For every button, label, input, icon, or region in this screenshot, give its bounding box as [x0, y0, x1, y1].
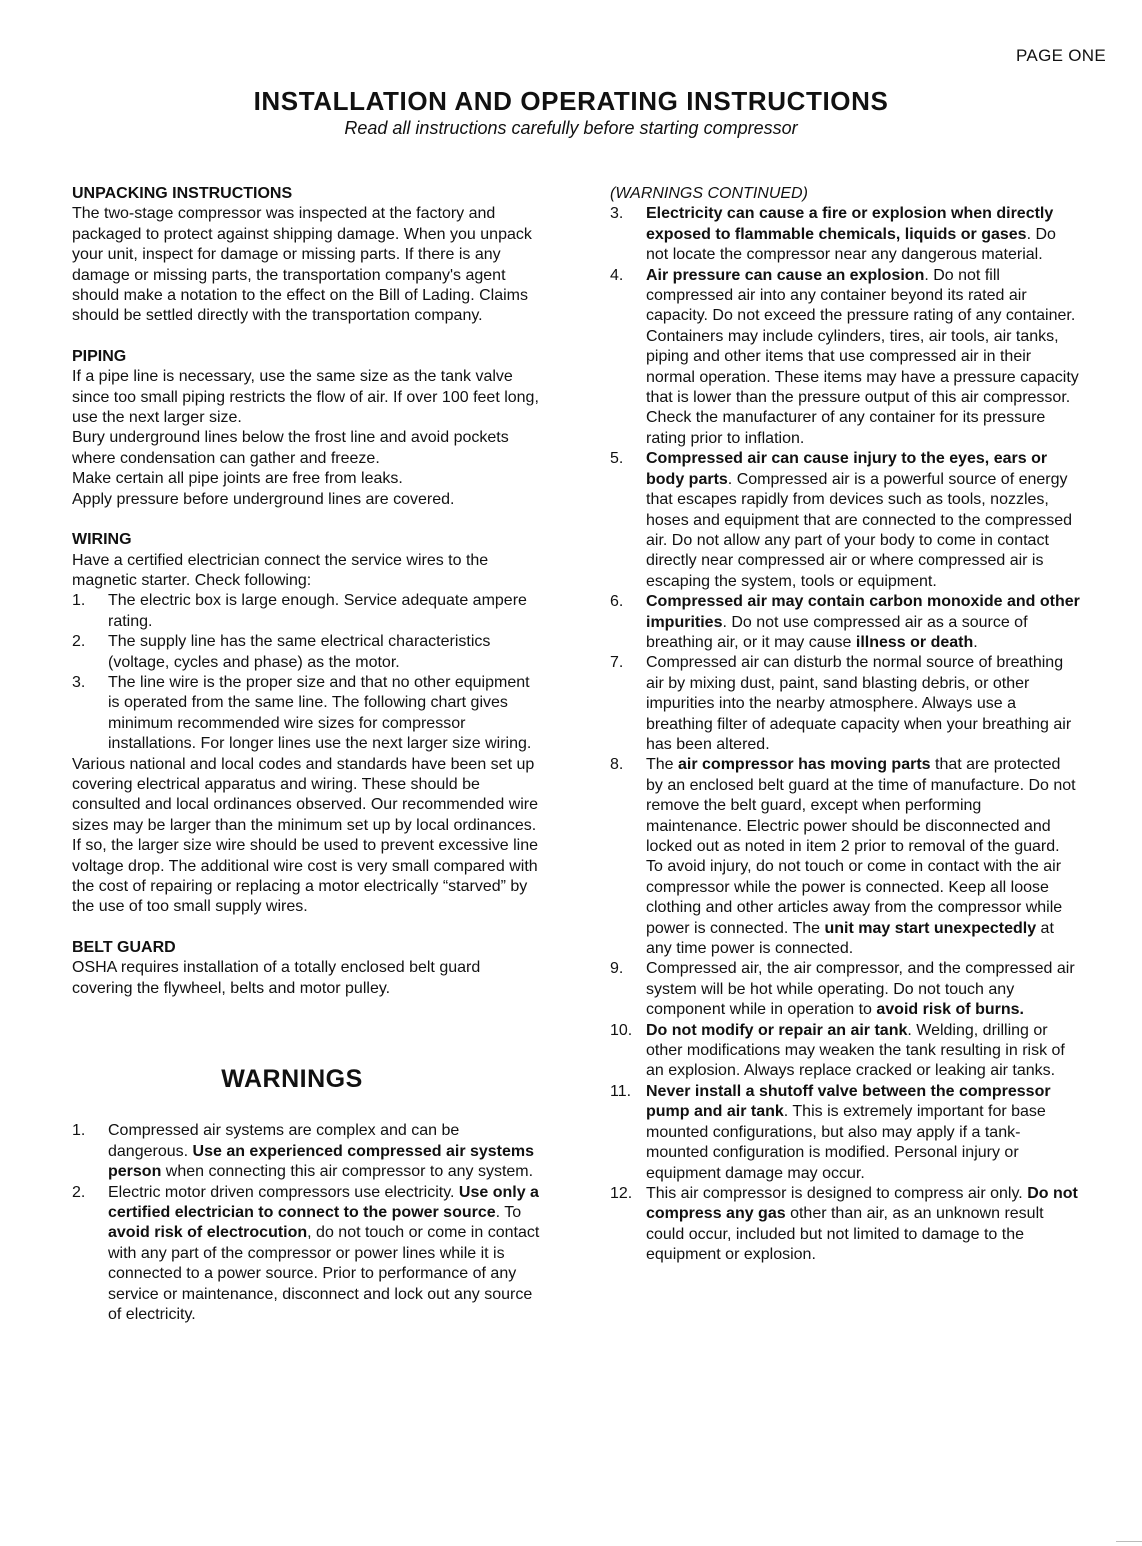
warning-text: . Do not use compressed air as a source of breathing air, or it may cause: [646, 613, 1028, 651]
list-item: [72, 591, 542, 632]
item-number: 1.: [72, 592, 86, 610]
warning-text: Compressed air systems are complex and can be dangerous.: [108, 1122, 460, 1160]
piping-line: Bury underground lines below the frost line and avoid pockets where condensation can gather and freeze.: [72, 429, 509, 467]
warning-text: Compressed air can disturb the normal source of breathing air by mixing dust, paint, sand blasting debris, or other impurities into the nearby atmosphere. Always use a breathing filter of adequate capacity when your breathing air has been altered.: [646, 654, 1072, 753]
warning-text: other than air, as an unknown result could occur, included but not limited to damage to the equipment or explosion.: [646, 1205, 1044, 1264]
warning-emphasis: Never install a shutoff valve between the compressor pump and air tank: [646, 1082, 1051, 1121]
warning-item: [610, 1082, 1080, 1184]
item-text: The line wire is the proper size and that no other equipment is operated from the same line. The following chart gives minimum recommended wire sizes for compressor installations. For longer lines use the next larger size wiring.: [108, 673, 532, 753]
belt-guard-section: [72, 938, 542, 999]
warnings-list-right: [610, 204, 1080, 1265]
warning-text: that are protected by an enclosed belt guard at the time of manufacture. Do not remove the belt guard, except when performing maintenance. Electric power should be disconnected and locked out as noted in item 2 prior to removal of the guard. To avoid injury, do not touch or come in contact with the air compressor while the power is connected. Keep all loose clothing and other articles away from the compressor while power is connected. The: [646, 756, 1076, 937]
warning-text: This air compressor is designed to compress air only.: [646, 1184, 1028, 1202]
warning-text: . Do not fill compressed air into any container beyond its rated air capacity. Do not exceed the pressure rating of any container. Containers may include cylinders, tires, air tools, air tanks, piping and other items that use compressed air in their normal operation. These items may have a pressure capacity that is lower than the pressure output of this air compressor. Check the manufacturer of any container for its pressure rating prior to inflation.: [646, 266, 1079, 447]
warning-text: Electric motor driven compressors use electricity.: [108, 1183, 459, 1201]
unpacking-body: The two-stage compressor was inspected at the factory and packaged to protect against shipping damage. When you unpack your unit, inspect for damage or missing parts. If there is any damage or missing parts, the transportation company's agent should make a notation to the effect on the Bill of Lading. Claims should be settled directly with the transportation company.: [72, 205, 532, 325]
item-number: 4.: [610, 266, 624, 284]
page-label: PAGE ONE: [1016, 46, 1106, 65]
piping-line: Apply pressure before underground lines are covered.: [72, 490, 455, 508]
warning-emphasis: Do not compress any gas: [646, 1184, 1078, 1223]
warning-item: [610, 449, 1080, 592]
scan-edge-mark: [1116, 1541, 1142, 1542]
warning-text: when connecting this air compressor to any system.: [161, 1163, 534, 1181]
item-number: 3.: [72, 673, 86, 691]
item-number: 6.: [610, 593, 624, 611]
warning-item: [610, 1021, 1080, 1082]
belt-guard-heading: BELT GUARD: [72, 938, 176, 956]
warning-emphasis: Air pressure can cause an explosion: [646, 266, 925, 284]
warning-emphasis: Compressed air may contain carbon monoxide and other impurities: [646, 593, 1080, 631]
document-subtitle: Read all instructions carefully before starting compressor: [344, 118, 798, 138]
warnings-title: WARNINGS: [221, 1065, 363, 1094]
warning-emphasis: Use an experienced compressed air systems person: [108, 1142, 535, 1181]
right-column: [610, 184, 1080, 1266]
warning-item: [610, 1184, 1080, 1266]
warning-text: .: [973, 633, 978, 651]
piping-line: If a pipe line is necessary, use the same size as the tank valve since too small piping restricts the flow of air. If over 100 feet long, use the next larger size.: [72, 368, 539, 427]
item-number: 9.: [610, 960, 624, 978]
piping-section: [72, 347, 542, 510]
document-title: INSTALLATION AND OPERATING INSTRUCTIONS: [253, 86, 889, 116]
item-number: 2.: [72, 633, 86, 651]
warning-emphasis: avoid risk of electrocution: [108, 1224, 308, 1242]
wiring-list: [72, 591, 542, 754]
piping-heading: PIPING: [72, 347, 127, 365]
warnings-list-left: [72, 1121, 542, 1325]
list-item: [72, 673, 542, 755]
warning-text: at any time power is connected.: [646, 919, 1054, 958]
list-item: [72, 632, 542, 673]
warning-emphasis: illness or death: [855, 633, 974, 651]
warning-item: [72, 1183, 542, 1326]
warnings-continued-heading: (WARNINGS CONTINUED): [610, 185, 808, 202]
warning-item: [72, 1121, 542, 1182]
warning-text: . Compressed air is a powerful source of energy that escapes rapidly from devices such as tools, nozzles, hoses and equipment that are connected to the compressed air. Do not allow any part of your body to come in contact directly near compressed air or where compressed air is escaping the system, tools or equipment.: [646, 470, 1073, 590]
warning-emphasis: Compressed air can cause injury to the eyes, ears or body parts: [646, 450, 1048, 488]
warning-item: [610, 204, 1080, 265]
item-number: 2.: [72, 1183, 86, 1201]
item-text: The supply line has the same electrical characteristics (voltage, cycles and phase) as the motor.: [108, 633, 491, 671]
warning-text: . Welding, drilling or other modifications may weaken the tank resulting in risk of an explosion. Always replace cracked or leaking air tanks.: [646, 1021, 1065, 1080]
warning-text: . Do not locate the compressor near any dangerous material.: [646, 225, 1056, 264]
warning-emphasis: Do not modify or repair an air tank: [646, 1021, 908, 1039]
warning-text: . This is extremely important for base mounted configurations, but also may apply if a tank-mounted configuration is modified. Personal injury or equipment damage may occur.: [646, 1103, 1046, 1182]
unpacking-heading: UNPACKING INSTRUCTIONS: [72, 185, 293, 202]
warning-item: [610, 959, 1080, 1020]
warning-item: [610, 755, 1080, 959]
item-number: 10.: [610, 1021, 633, 1039]
warning-emphasis: air compressor has moving parts: [678, 756, 931, 774]
warning-text: . To: [495, 1204, 522, 1222]
piping-line: Make certain all pipe joints are free from leaks.: [72, 470, 403, 488]
belt-guard-body: OSHA requires installation of a totally enclosed belt guard covering the flywheel, belts and motor pulley.: [72, 959, 481, 997]
item-number: 3.: [610, 205, 624, 223]
wiring-outro: Various national and local codes and standards have been set up covering electrical apparatus and wiring. These should be consulted and local ordinances observed. Our recommended wire sizes may be larger than the minimum set up by local ordinances. If so, the larger size wire should be used to prevent excessive line voltage drop. The additional wire cost is very small compared with the cost of repairing or replacing a motor electrically “starved” by the use of too small supply wires.: [72, 755, 539, 916]
wiring-intro: Have a certified electrician connect the service wires to the magnetic starter. Check following:: [72, 551, 489, 589]
item-number: 8.: [610, 756, 624, 774]
item-text: The electric box is large enough. Service adequate ampere rating.: [108, 592, 527, 630]
item-number: 7.: [610, 654, 624, 672]
warning-text: Compressed air, the air compressor, and the compressed air system will be hot while operating. Do not touch any component while in operation to: [646, 960, 1075, 1019]
item-number: 11.: [610, 1082, 632, 1100]
wiring-section: [72, 530, 542, 918]
warning-item: [610, 592, 1080, 653]
left-column: [72, 184, 542, 1326]
warning-item: [610, 266, 1080, 450]
warning-emphasis: avoid risk of burns.: [876, 1001, 1024, 1019]
item-number: 1.: [72, 1122, 86, 1140]
item-number: 5.: [610, 450, 624, 468]
unpacking-section: [72, 184, 542, 327]
warning-emphasis: Electricity can cause a fire or explosion when directly exposed to flammable chemicals, liquids or gases: [646, 205, 1054, 243]
warning-emphasis: Use only a certified electrician to connect to the power source: [108, 1183, 539, 1222]
warning-emphasis: unit may start unexpectedly: [824, 919, 1037, 937]
wiring-heading: WIRING: [72, 531, 132, 549]
item-number: 12.: [610, 1184, 633, 1202]
warning-text: , do not touch or come in contact with any part of the compressor or power lines while it is connected to a power source. Prior to performance of any service or maintenance, disconnect and lock out any source of electricity.: [108, 1224, 540, 1324]
warning-item: [610, 653, 1080, 755]
warning-text: The: [646, 756, 679, 774]
